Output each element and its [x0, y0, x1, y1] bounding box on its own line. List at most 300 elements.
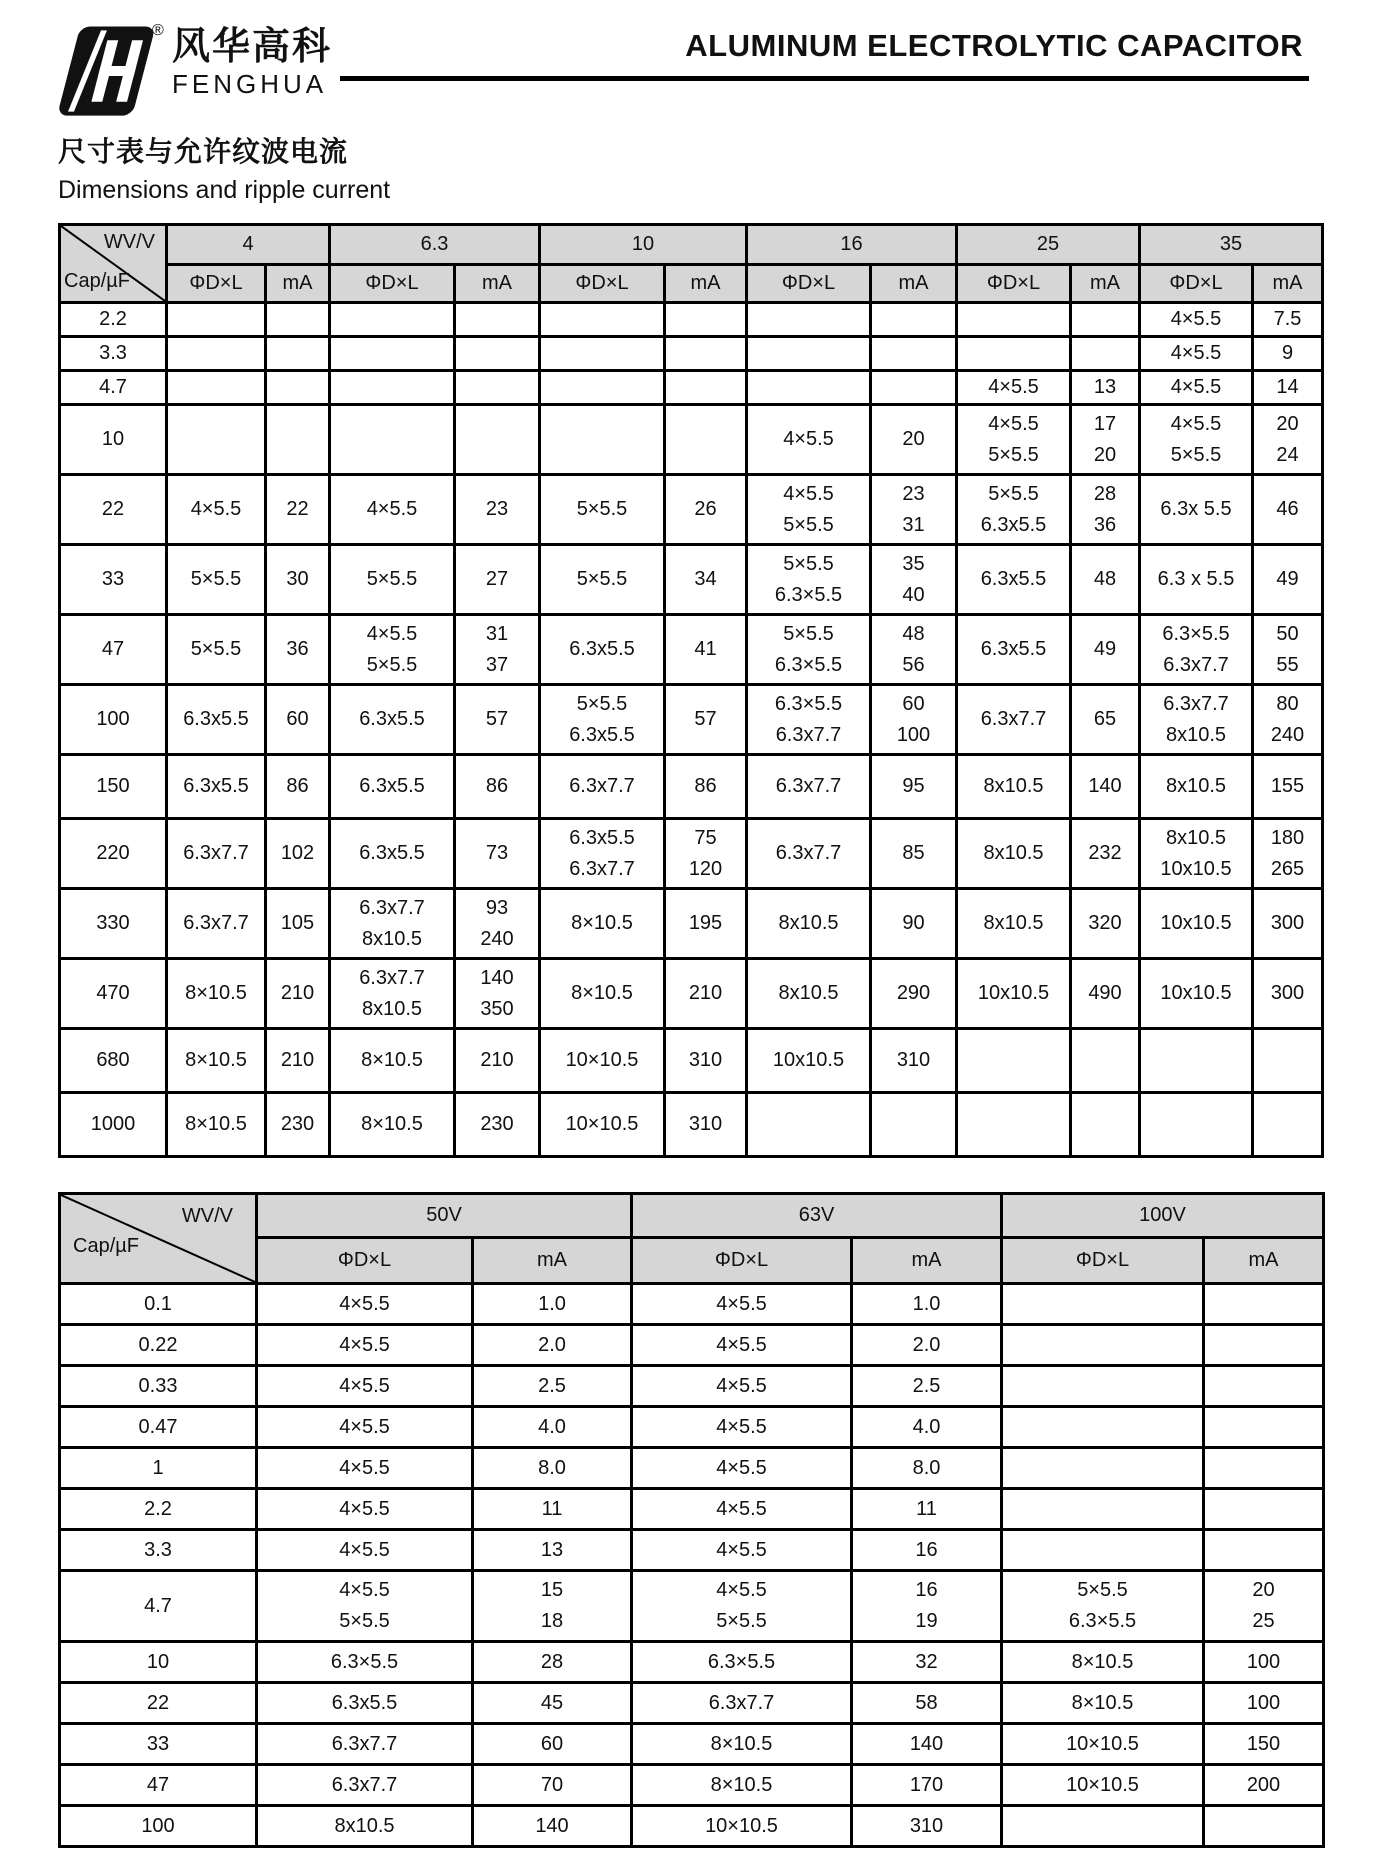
dimension-cell: 4×5.5: [257, 1407, 473, 1448]
table-row: [60, 685, 1323, 755]
dimension-cell: 4×5.5: [747, 405, 871, 475]
cell-line: 6.3×5.5: [774, 692, 843, 715]
dimension-cell: [957, 405, 1071, 475]
ripple-current-cell: 4.0: [473, 1407, 632, 1448]
cell-line: 6.3×5.5: [1068, 1610, 1137, 1632]
voltage-header-63V: 63V: [632, 1194, 1002, 1238]
dimension-cell: [1002, 1489, 1204, 1530]
voltage-header-16: 16: [747, 225, 957, 265]
dimension-cell: 8×10.5: [330, 1093, 455, 1157]
dimension-cell: [1002, 1407, 1204, 1448]
ripple-current-cell: 155: [1253, 755, 1323, 819]
ripple-current-cell: [665, 337, 747, 371]
table-row: [60, 1325, 1324, 1366]
cell-line: 100: [896, 723, 931, 746]
ripple-current-cell: 16: [852, 1530, 1002, 1571]
ripple-current-cell: 90: [871, 889, 957, 959]
cell-line: 75: [694, 826, 717, 849]
ripple-current-cell: 230: [266, 1093, 330, 1157]
header-divider: [340, 76, 1309, 81]
cell-line: 265: [1270, 857, 1305, 880]
table-row: [60, 615, 1323, 685]
ripple-current-cell: [1204, 1571, 1324, 1642]
ripple-current-cell: 27: [455, 545, 540, 615]
ripple-current-cell: 58: [852, 1683, 1002, 1724]
cell-line: 5×5.5: [716, 1610, 767, 1632]
ripple-current-cell: [1071, 1029, 1140, 1093]
dimension-cell: 6.3x7.7: [257, 1724, 473, 1765]
dimension-cell: 4×5.5: [632, 1407, 852, 1448]
cell-line: 180: [1270, 826, 1305, 849]
ripple-current-cell: 30: [266, 545, 330, 615]
dimension-cell: 8x10.5: [957, 819, 1071, 889]
current-subheader: mA: [473, 1238, 632, 1284]
capacitance-value: 680: [60, 1029, 167, 1093]
current-subheader: mA: [852, 1238, 1002, 1284]
cell-line: 50: [1276, 622, 1299, 645]
cell-line: 25: [1252, 1610, 1275, 1632]
ripple-current-cell: 310: [665, 1093, 747, 1157]
dimension-cell: 6.3x5.5: [167, 755, 266, 819]
table-row: [60, 1029, 1323, 1093]
ripple-current-cell: 86: [266, 755, 330, 819]
dimension-subheader: ΦD×L: [1140, 265, 1253, 303]
document-title: ALUMINUM ELECTROLYTIC CAPACITOR: [685, 28, 1303, 63]
table-row: [60, 1765, 1324, 1806]
dimension-cell: 4×5.5: [167, 475, 266, 545]
ripple-current-cell: 45: [473, 1683, 632, 1724]
ripple-current-cell: 310: [871, 1029, 957, 1093]
ripple-current-cell: 100: [1204, 1642, 1324, 1683]
dimension-cell: 5×5.5: [330, 545, 455, 615]
ripple-current-cell: 13: [473, 1530, 632, 1571]
ripple-current-cell: [871, 615, 957, 685]
dimensions-ripple-table-high-voltage: [58, 1192, 1325, 1848]
ripple-current-cell: 140: [1071, 755, 1140, 819]
ripple-current-cell: 36: [266, 615, 330, 685]
cell-line: 6.3x7.7: [569, 857, 635, 880]
ripple-current-cell: 310: [852, 1806, 1002, 1847]
capacitance-value: 47: [60, 1765, 257, 1806]
cell-line: 48: [902, 622, 925, 645]
capacitance-unit-label: Cap/µF: [64, 270, 130, 292]
cell-line: 6.3x7.7: [1163, 653, 1229, 676]
ripple-current-cell: 57: [455, 685, 540, 755]
ripple-current-cell: 232: [1071, 819, 1140, 889]
voltage-header-6.3: 6.3: [330, 225, 540, 265]
current-subheader: mA: [665, 265, 747, 303]
dimension-cell: [747, 475, 871, 545]
cell-line: 37: [485, 653, 509, 676]
dimension-cell: 6.3x5.5: [167, 685, 266, 755]
ripple-current-cell: [473, 1571, 632, 1642]
ripple-current-cell: 22: [266, 475, 330, 545]
table-row: [60, 1366, 1324, 1407]
dimension-cell: 6.3x7.7: [257, 1765, 473, 1806]
registered-trademark: ®: [152, 22, 164, 39]
cell-line: 4×5.5: [783, 482, 834, 505]
dimension-cell: [1002, 1530, 1204, 1571]
table-row: [60, 545, 1323, 615]
dimension-cell: [540, 405, 665, 475]
cell-line: 140: [480, 966, 514, 989]
ripple-current-cell: [1071, 303, 1140, 337]
cell-line: 5×5.5: [988, 482, 1039, 505]
dimension-cell: [1140, 1093, 1253, 1157]
dimension-subheader: ΦD×L: [747, 265, 871, 303]
ripple-current-cell: [455, 959, 540, 1029]
cell-line: 8x10.5: [361, 927, 423, 950]
table-row: [60, 1448, 1324, 1489]
ripple-current-cell: 230: [455, 1093, 540, 1157]
capacitance-value: 0.22: [60, 1325, 257, 1366]
dimension-cell: 8x10.5: [747, 959, 871, 1029]
ripple-current-cell: 60: [266, 685, 330, 755]
cell-line: 6.3×5.5: [774, 653, 843, 676]
dimension-cell: [747, 545, 871, 615]
voltage-header-50V: 50V: [257, 1194, 632, 1238]
cell-line: 16: [915, 1579, 938, 1601]
capacitance-value: 22: [60, 1683, 257, 1724]
section-title-english: Dimensions and ripple current: [58, 176, 391, 204]
capacitance-value: 470: [60, 959, 167, 1029]
dimension-cell: 8×10.5: [167, 1093, 266, 1157]
current-subheader: mA: [1071, 265, 1140, 303]
capacitance-value: 0.33: [60, 1366, 257, 1407]
table-row: [60, 1571, 1324, 1642]
wv-cap-corner-cell: [60, 1194, 257, 1284]
cell-line: 20: [1276, 412, 1299, 435]
ripple-current-cell: 170: [852, 1765, 1002, 1806]
capacitance-value: 0.1: [60, 1284, 257, 1325]
voltage-header-35: 35: [1140, 225, 1323, 265]
capacitance-value: 3.3: [60, 337, 167, 371]
cell-line: 5×5.5: [1170, 443, 1222, 466]
cell-line: 40: [902, 583, 925, 606]
dimension-cell: 6.3x7.7: [957, 685, 1071, 755]
ripple-current-cell: [871, 475, 957, 545]
ripple-current-cell: [871, 1093, 957, 1157]
capacitance-value: 220: [60, 819, 167, 889]
cell-line: 6.3x7.7: [359, 896, 425, 919]
ripple-current-cell: 85: [871, 819, 957, 889]
dimension-cell: [747, 337, 871, 371]
ripple-current-cell: 20: [871, 405, 957, 475]
current-subheader: mA: [455, 265, 540, 303]
cell-line: 60: [902, 692, 925, 715]
ripple-current-cell: [871, 371, 957, 405]
dimension-cell: 8×10.5: [1002, 1642, 1204, 1683]
cell-line: 5×5.5: [1077, 1579, 1128, 1601]
ripple-current-cell: 300: [1253, 889, 1323, 959]
capacitance-unit-label: Cap/µF: [73, 1235, 139, 1257]
dimension-cell: [330, 303, 455, 337]
ripple-current-cell: [1204, 1325, 1324, 1366]
dimension-cell: 4×5.5: [257, 1366, 473, 1407]
dimension-cell: [330, 337, 455, 371]
fenghua-logo-icon: [56, 24, 160, 120]
capacitance-value: 10: [60, 405, 167, 475]
dimension-cell: 4×5.5: [632, 1530, 852, 1571]
table-row: [60, 1806, 1324, 1847]
capacitance-value: 22: [60, 475, 167, 545]
ripple-current-cell: [266, 303, 330, 337]
dimension-cell: 8×10.5: [540, 889, 665, 959]
capacitance-value: 1000: [60, 1093, 167, 1157]
ripple-current-cell: 57: [665, 685, 747, 755]
ripple-current-cell: 95: [871, 755, 957, 819]
ripple-current-cell: 70: [473, 1765, 632, 1806]
ripple-current-cell: 2.5: [473, 1366, 632, 1407]
ripple-current-cell: 48: [1071, 545, 1140, 615]
ripple-current-cell: [665, 303, 747, 337]
cell-line: 4×5.5: [1170, 412, 1222, 435]
dimension-cell: 4×5.5: [632, 1366, 852, 1407]
ripple-current-cell: [1253, 405, 1323, 475]
cell-line: 4×5.5: [716, 1579, 767, 1601]
dimension-cell: [540, 371, 665, 405]
ripple-current-cell: [871, 337, 957, 371]
dimension-cell: [957, 1093, 1071, 1157]
cell-line: 4×5.5: [366, 622, 418, 645]
dimension-cell: [330, 615, 455, 685]
ripple-current-cell: [665, 405, 747, 475]
cell-line: 18: [540, 1610, 564, 1632]
dimension-cell: 10x10.5: [957, 959, 1071, 1029]
ripple-current-cell: [266, 405, 330, 475]
table-row: [60, 1530, 1324, 1571]
dimension-cell: 6.3x7.7: [747, 819, 871, 889]
table-row: [60, 1489, 1324, 1530]
dimension-cell: 8x10.5: [1140, 755, 1253, 819]
ripple-current-cell: 150: [1204, 1724, 1324, 1765]
dimension-cell: 10x10.5: [1140, 889, 1253, 959]
dimension-cell: 10×10.5: [540, 1093, 665, 1157]
dimension-cell: 5×5.5: [167, 545, 266, 615]
ripple-current-cell: 210: [665, 959, 747, 1029]
ripple-current-cell: [665, 819, 747, 889]
current-subheader: mA: [1253, 265, 1323, 303]
dimension-cell: 8x10.5: [747, 889, 871, 959]
dimension-cell: [540, 303, 665, 337]
dimension-cell: 6.3x5.5: [540, 615, 665, 685]
cell-line: 240: [1270, 723, 1305, 746]
capacitance-value: 10: [60, 1642, 257, 1683]
dimension-cell: [167, 337, 266, 371]
dimension-cell: [747, 303, 871, 337]
voltage-header-100V: 100V: [1002, 1194, 1324, 1238]
cell-line: 120: [688, 857, 723, 880]
ripple-current-cell: [852, 1571, 1002, 1642]
dimension-cell: 6.3×5.5: [632, 1642, 852, 1683]
dimension-cell: 6.3 x 5.5: [1140, 545, 1253, 615]
dimension-cell: 10×10.5: [632, 1806, 852, 1847]
dimension-cell: [957, 1029, 1071, 1093]
ripple-current-cell: 73: [455, 819, 540, 889]
ripple-current-cell: 11: [852, 1489, 1002, 1530]
cell-line: 6.3x5.5: [569, 826, 635, 849]
dimension-cell: 6.3x5.5: [330, 685, 455, 755]
dimensions-ripple-table-low-voltage: [58, 223, 1324, 1158]
ripple-current-cell: 320: [1071, 889, 1140, 959]
ripple-current-cell: 105: [266, 889, 330, 959]
cell-line: 5×5.5: [576, 692, 628, 715]
ripple-current-cell: [1253, 1093, 1323, 1157]
ripple-current-cell: 300: [1253, 959, 1323, 1029]
cell-line: 8x10.5: [1165, 826, 1227, 849]
brand-name-chinese: 风华高科: [172, 26, 333, 68]
dimension-cell: 4×5.5: [1140, 337, 1253, 371]
capacitance-value: 330: [60, 889, 167, 959]
dimension-cell: 6.3×5.5: [257, 1642, 473, 1683]
table-row: [60, 1642, 1324, 1683]
dimension-cell: 8×10.5: [632, 1724, 852, 1765]
ripple-current-cell: 210: [266, 959, 330, 1029]
ripple-current-cell: [1253, 819, 1323, 889]
ripple-current-cell: 28: [473, 1642, 632, 1683]
cell-line: 31: [485, 622, 509, 645]
capacitance-value: 2.2: [60, 1489, 257, 1530]
voltage-header-10: 10: [540, 225, 747, 265]
dimension-cell: 6.3x7.7: [167, 889, 266, 959]
ripple-current-cell: 200: [1204, 1765, 1324, 1806]
table-row: [60, 819, 1323, 889]
dimension-cell: [167, 303, 266, 337]
dimension-cell: 4×5.5: [1140, 303, 1253, 337]
dimension-cell: 8×10.5: [632, 1765, 852, 1806]
table-row: [60, 889, 1323, 959]
dimension-cell: [257, 1571, 473, 1642]
ripple-current-cell: 65: [1071, 685, 1140, 755]
capacitance-value: 150: [60, 755, 167, 819]
ripple-current-cell: [266, 371, 330, 405]
cell-line: 20: [1252, 1579, 1275, 1601]
table-row: [60, 405, 1323, 475]
cell-line: 5×5.5: [783, 552, 834, 575]
ripple-current-cell: [455, 615, 540, 685]
dimension-cell: 6.3x5.5: [330, 819, 455, 889]
dimension-cell: 4×5.5: [1140, 371, 1253, 405]
brand-name-english: FENGHUA: [172, 68, 328, 99]
cell-line: 6.3×5.5: [774, 583, 843, 606]
dimension-cell: [1140, 615, 1253, 685]
capacitance-value: 1: [60, 1448, 257, 1489]
ripple-current-cell: 23: [455, 475, 540, 545]
voltage-header-25: 25: [957, 225, 1140, 265]
brand-block: [172, 28, 332, 100]
dimension-cell: [632, 1571, 852, 1642]
dimension-cell: 8×10.5: [540, 959, 665, 1029]
capacitance-value: 2.2: [60, 303, 167, 337]
dimension-cell: 4×5.5: [257, 1489, 473, 1530]
table-row: [60, 959, 1323, 1029]
ripple-current-cell: 195: [665, 889, 747, 959]
dimension-cell: 4×5.5: [257, 1448, 473, 1489]
dimension-cell: 8x10.5: [257, 1806, 473, 1847]
ripple-current-cell: 32: [852, 1642, 1002, 1683]
ripple-current-cell: 26: [665, 475, 747, 545]
cell-line: 6.3x7.7: [359, 966, 425, 989]
ripple-current-cell: 210: [266, 1029, 330, 1093]
ripple-current-cell: 11: [473, 1489, 632, 1530]
dimension-cell: [747, 615, 871, 685]
dimension-cell: 4×5.5: [632, 1325, 852, 1366]
dimension-cell: [957, 303, 1071, 337]
ripple-current-cell: [871, 545, 957, 615]
ripple-current-cell: [871, 685, 957, 755]
dimension-cell: [1002, 1571, 1204, 1642]
ripple-current-cell: 8.0: [473, 1448, 632, 1489]
dimension-cell: 8×10.5: [1002, 1683, 1204, 1724]
table-row: [60, 1683, 1324, 1724]
cell-line: 240: [480, 927, 514, 950]
ripple-current-cell: [1071, 337, 1140, 371]
ripple-current-cell: [1071, 475, 1140, 545]
ripple-current-cell: 49: [1071, 615, 1140, 685]
cell-line: 17: [1093, 412, 1117, 435]
cell-line: 20: [1093, 443, 1117, 466]
dimension-cell: [747, 371, 871, 405]
voltage-header-row: [60, 1194, 1324, 1238]
ripple-current-cell: [1204, 1489, 1324, 1530]
ripple-current-cell: 310: [665, 1029, 747, 1093]
ripple-current-cell: 100: [1204, 1683, 1324, 1724]
dimension-cell: [167, 405, 266, 475]
ripple-current-cell: [1204, 1366, 1324, 1407]
table-row: [60, 303, 1323, 337]
dimension-cell: 6.3x7.7: [540, 755, 665, 819]
table-row: [60, 475, 1323, 545]
ripple-current-cell: [1204, 1407, 1324, 1448]
dimension-cell: [747, 1093, 871, 1157]
cell-line: 15: [540, 1579, 564, 1601]
dimension-cell: 4×5.5: [257, 1325, 473, 1366]
table-row: [60, 371, 1323, 405]
dimension-cell: 6.3x5.5: [957, 615, 1071, 685]
ripple-current-cell: [455, 405, 540, 475]
dimension-cell: [1002, 1366, 1204, 1407]
dimension-cell: [1002, 1325, 1204, 1366]
ripple-current-cell: [1253, 615, 1323, 685]
section-title-chinese: 尺寸表与允许纹波电流: [58, 136, 349, 167]
ripple-current-cell: 2.0: [473, 1325, 632, 1366]
wv-cap-corner-cell: [60, 225, 167, 303]
dimension-cell: 4×5.5: [330, 475, 455, 545]
dimension-cell: [957, 475, 1071, 545]
ripple-current-cell: 140: [473, 1806, 632, 1847]
dimension-cell: [1140, 405, 1253, 475]
ripple-current-cell: 41: [665, 615, 747, 685]
cell-line: 93: [485, 896, 509, 919]
voltage-header-4: 4: [167, 225, 330, 265]
ripple-current-cell: [1204, 1284, 1324, 1325]
cell-line: 6.3x5.5: [569, 723, 635, 746]
cell-line: 36: [1093, 513, 1117, 536]
cell-line: 80: [1276, 692, 1299, 715]
dimension-cell: 8×10.5: [330, 1029, 455, 1093]
dimension-cell: 10×10.5: [540, 1029, 665, 1093]
dimension-cell: 4×5.5: [257, 1530, 473, 1571]
ripple-current-cell: [1204, 1530, 1324, 1571]
voltage-header-row: [60, 225, 1323, 265]
cell-line: 28: [1093, 482, 1117, 505]
dimension-cell: 6.3x7.7: [632, 1683, 852, 1724]
ripple-current-cell: 2.0: [852, 1325, 1002, 1366]
cell-line: 55: [1276, 653, 1299, 676]
dimension-cell: 6.3x7.7: [747, 755, 871, 819]
dimension-cell: [330, 889, 455, 959]
dimension-cell: 8×10.5: [167, 959, 266, 1029]
